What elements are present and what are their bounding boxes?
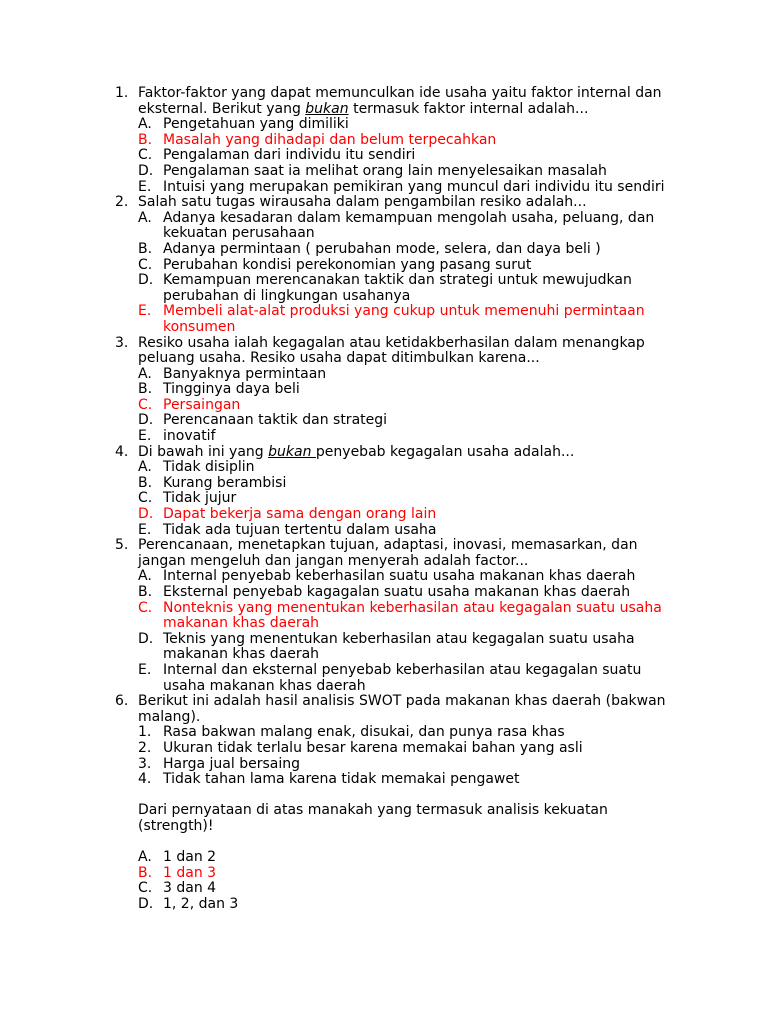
emphasis-word: bukan <box>305 100 349 117</box>
question-number: 3. <box>115 334 129 351</box>
option-b: B. Adanya permintaan ( perubahan mode, selera, dan daya beli ) <box>138 240 601 257</box>
option-d-answer: D. Dapat bekerja sama dengan orang lain <box>138 506 437 523</box>
options-list <box>138 460 685 538</box>
statements-list <box>138 725 685 787</box>
options-list <box>138 850 685 912</box>
question-document <box>115 86 685 912</box>
options-list <box>138 117 685 195</box>
option-c-answer: C. Persaingan <box>138 396 241 413</box>
option-a: A. Tidak disiplin <box>138 459 255 476</box>
option-a: A. 1 dan 2 <box>138 849 217 866</box>
question-text: Resiko usaha ialah kegagalan atau ketidakberhasilan dalam menangkap peluang usaha. Resiko usaha dapat ditimbulkan karena... <box>138 334 645 367</box>
options-list <box>138 211 685 336</box>
question-2 <box>115 195 685 335</box>
statement-3: 3. Harga jual bersaing <box>138 755 300 772</box>
option-b: B. Eksternal penyebab kagagalan suatu usaha makanan khas daerah <box>138 584 631 600</box>
option-d: D. Kemampuan merencanakan taktik dan strategi untuk mewujudkan perubahan di lingkungan usahanya <box>138 272 632 304</box>
question-number: 6. <box>115 693 129 710</box>
options-list <box>138 367 685 445</box>
option-b-answer: B. 1 dan 3 <box>138 864 217 881</box>
option-c: C. Pengalaman dari individu itu sendiri <box>138 147 416 164</box>
option-c-answer: C. Nonteknis yang menentukan keberhasilan atau kegagalan suatu usaha makanan khas daerah <box>138 599 662 632</box>
question-3 <box>115 336 685 445</box>
option-c: C. Tidak jujur <box>138 490 237 507</box>
statement-4: 4. Tidak tahan lama karena tidak memakai pengawet <box>138 771 520 788</box>
options-list <box>138 569 685 694</box>
option-e: E. Intuisi yang merupakan pemikiran yang muncul dari individu itu sendiri <box>138 178 665 195</box>
option-a: A. Adanya kesadaran dalam kemampuan mengolah usaha, peluang, dan kekuatan perusahaan <box>138 209 655 242</box>
option-c: C. Perubahan kondisi perekonomian yang pasang surut <box>138 256 532 273</box>
option-b: B. Kurang berambisi <box>138 474 287 491</box>
statement-2: 2. Ukuran tidak terlalu besar karena memakai bahan yang asli <box>138 739 583 756</box>
question-number: 4. <box>115 443 129 460</box>
question-number: 1. <box>115 85 129 101</box>
question-text: Salah satu tugas wirausaha dalam pengambilan resiko adalah... <box>138 194 587 211</box>
question-number: 5. <box>115 537 129 554</box>
question-5 <box>115 538 685 694</box>
option-d: D. 1, 2, dan 3 <box>138 895 239 912</box>
option-a: A. Internal penyebab keberhasilan suatu usaha makanan khas daerah <box>138 568 636 585</box>
option-c: C. 3 dan 4 <box>138 880 217 897</box>
question-text: Di bawah ini yang bukan penyebab kegagalan usaha adalah... <box>138 443 575 460</box>
question-number: 2. <box>115 194 129 211</box>
question-prompt: Dari pernyataan di atas manakah yang termasuk analisis kekuatan (strength)! <box>138 802 608 834</box>
option-e: E. Tidak ada tujuan tertentu dalam usaha <box>138 521 437 538</box>
question-4 <box>115 445 685 539</box>
question-1 <box>115 86 685 195</box>
option-d: D. Perencanaan taktik dan strategi <box>138 412 388 429</box>
option-b: B. Tingginya daya beli <box>138 381 300 398</box>
option-e-answer: E. Membeli alat-alat produksi yang cukup untuk memenuhi permintaan konsumen <box>138 303 645 335</box>
option-e: E. inovatif <box>138 428 216 445</box>
option-a: A. Pengetahuan yang dimiliki <box>138 116 349 133</box>
question-text: Berikut ini adalah hasil analisis SWOT pada makanan khas daerah (bakwan malang). <box>138 693 666 725</box>
option-d: D. Teknis yang menentukan keberhasilan atau kegagalan suatu usaha makanan khas daerah <box>138 630 635 663</box>
emphasis-word: bukan <box>268 443 316 460</box>
option-d: D. Pengalaman saat ia melihat orang lain menyelesaikan masalah <box>138 162 607 179</box>
question-6 <box>115 694 685 912</box>
statement-1: 1. Rasa bakwan malang enak, disukai, dan punya rasa khas <box>138 724 565 741</box>
option-a: A. Banyaknya permintaan <box>138 365 327 382</box>
question-text: Faktor-faktor yang dapat memunculkan ide usaha yaitu faktor internal dan eksternal. Berikut yang bukan termasuk faktor internal adalah... <box>138 85 662 117</box>
question-text: Perencanaan, menetapkan tujuan, adaptasi, inovasi, memasarkan, dan jangan mengeluh dan jangan menyerah adalah factor... <box>138 537 638 569</box>
option-b-answer: B. Masalah yang dihadapi dan belum terpecahkan <box>138 131 497 148</box>
option-e: E. Internal dan eksternal penyebab keberhasilan atau kegagalan suatu usaha makanan khas daerah <box>138 661 642 694</box>
